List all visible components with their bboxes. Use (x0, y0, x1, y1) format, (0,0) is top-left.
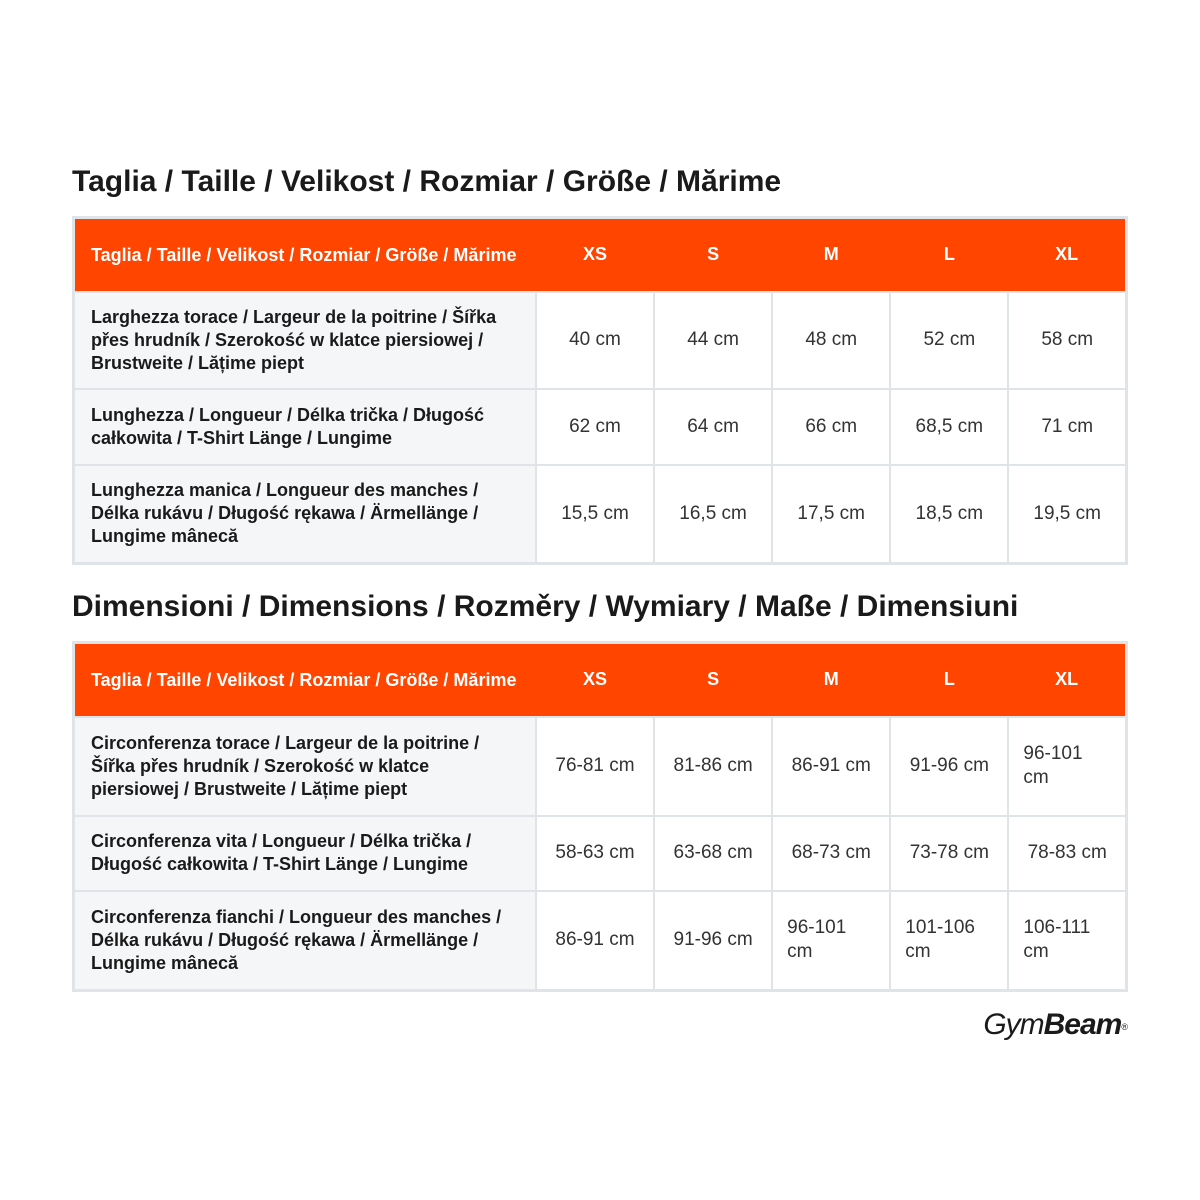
table-cell: 106-111 cm (1008, 891, 1126, 991)
table-cell: 52 cm (890, 292, 1008, 389)
table-cell: 40 cm (536, 292, 654, 389)
table-row (74, 891, 1127, 991)
table-cell: 44 cm (654, 292, 772, 389)
row-label: Lunghezza / Longueur / Délka trička / Długość całkowita / T-Shirt Länge / Lungime (74, 389, 536, 465)
header-size-s: S (654, 643, 772, 717)
table-cell: 73-78 cm (890, 816, 1008, 891)
table-cell: 81-86 cm (654, 717, 772, 816)
table-row (74, 292, 1127, 389)
header-label-cell: Taglia / Taille / Velikost / Rozmiar / Größe / Mărime (74, 643, 536, 717)
table-cell: 86-91 cm (772, 717, 890, 816)
table-cell: 48 cm (772, 292, 890, 389)
table-cell: 68,5 cm (890, 389, 1008, 465)
row-label: Circonferenza torace / Largeur de la poitrine / Šířka přes hrudník / Szerokość w klatce piersiowej / Brustweite / Lățime piept (74, 717, 536, 816)
table-cell: 91-96 cm (890, 717, 1008, 816)
table-row (74, 816, 1127, 891)
table-cell: 17,5 cm (772, 465, 890, 564)
table-cell: 62 cm (536, 389, 654, 465)
table-cell: 16,5 cm (654, 465, 772, 564)
table-cell: 58 cm (1008, 292, 1126, 389)
row-label: Larghezza torace / Largeur de la poitrine / Šířka přes hrudník / Szerokość w klatce piersiowej / Brustweite / Lățime piept (74, 292, 536, 389)
dimensions-table (72, 641, 1128, 992)
header-size-xl: XL (1008, 643, 1126, 717)
table-row (74, 717, 1127, 816)
header-size-l: L (890, 643, 1008, 717)
row-label: Circonferenza vita / Longueur / Délka trička / Długość całkowita / T-Shirt Länge / Lungime (74, 816, 536, 891)
table-cell: 76-81 cm (536, 717, 654, 816)
header-size-xs: XS (536, 218, 654, 292)
row-label: Circonferenza fianchi / Longueur des manches / Délka rukávu / Długość rękawa / Ärmellänge / Lungime mânecă (74, 891, 536, 991)
table-row (74, 465, 1127, 564)
header-size-m: M (772, 643, 890, 717)
logo-text-gym: Gym (983, 1008, 1044, 1041)
table-cell: 18,5 cm (890, 465, 1008, 564)
table-cell: 58-63 cm (536, 816, 654, 891)
table-row (74, 389, 1127, 465)
header-label-cell: Taglia / Taille / Velikost / Rozmiar / Größe / Mărime (74, 218, 536, 292)
logo-text-beam: Beam (1043, 1008, 1122, 1041)
registered-mark: ® (1121, 1022, 1128, 1032)
header-size-m: M (772, 218, 890, 292)
section-title-size: Taglia / Taille / Velikost / Rozmiar / Größe / Mărime (72, 165, 782, 198)
table-cell: 63-68 cm (654, 816, 772, 891)
header-size-xs: XS (536, 643, 654, 717)
table-cell: 86-91 cm (536, 891, 654, 991)
table-cell: 78-83 cm (1008, 816, 1126, 891)
table-cell: 101-106 cm (890, 891, 1008, 991)
table-header-row (74, 218, 1127, 292)
table-cell: 96-101 cm (772, 891, 890, 991)
header-size-l: L (890, 218, 1008, 292)
table-cell: 91-96 cm (654, 891, 772, 991)
size-table (72, 216, 1128, 565)
header-size-s: S (654, 218, 772, 292)
table-cell: 64 cm (654, 389, 772, 465)
table-cell: 15,5 cm (536, 465, 654, 564)
table-cell: 66 cm (772, 389, 890, 465)
table-cell: 96-101 cm (1008, 717, 1126, 816)
table-cell: 19,5 cm (1008, 465, 1126, 564)
header-size-xl: XL (1008, 218, 1126, 292)
gymbeam-logo (983, 1007, 1128, 1043)
table-cell: 68-73 cm (772, 816, 890, 891)
section-title-dimensions: Dimensioni / Dimensions / Rozměry / Wymiary / Maße / Dimensiuni (72, 590, 1019, 623)
table-cell: 71 cm (1008, 389, 1126, 465)
row-label: Lunghezza manica / Longueur des manches / Délka rukávu / Długość rękawa / Ärmellänge / Lungime mânecă (74, 465, 536, 564)
table-header-row (74, 643, 1127, 717)
